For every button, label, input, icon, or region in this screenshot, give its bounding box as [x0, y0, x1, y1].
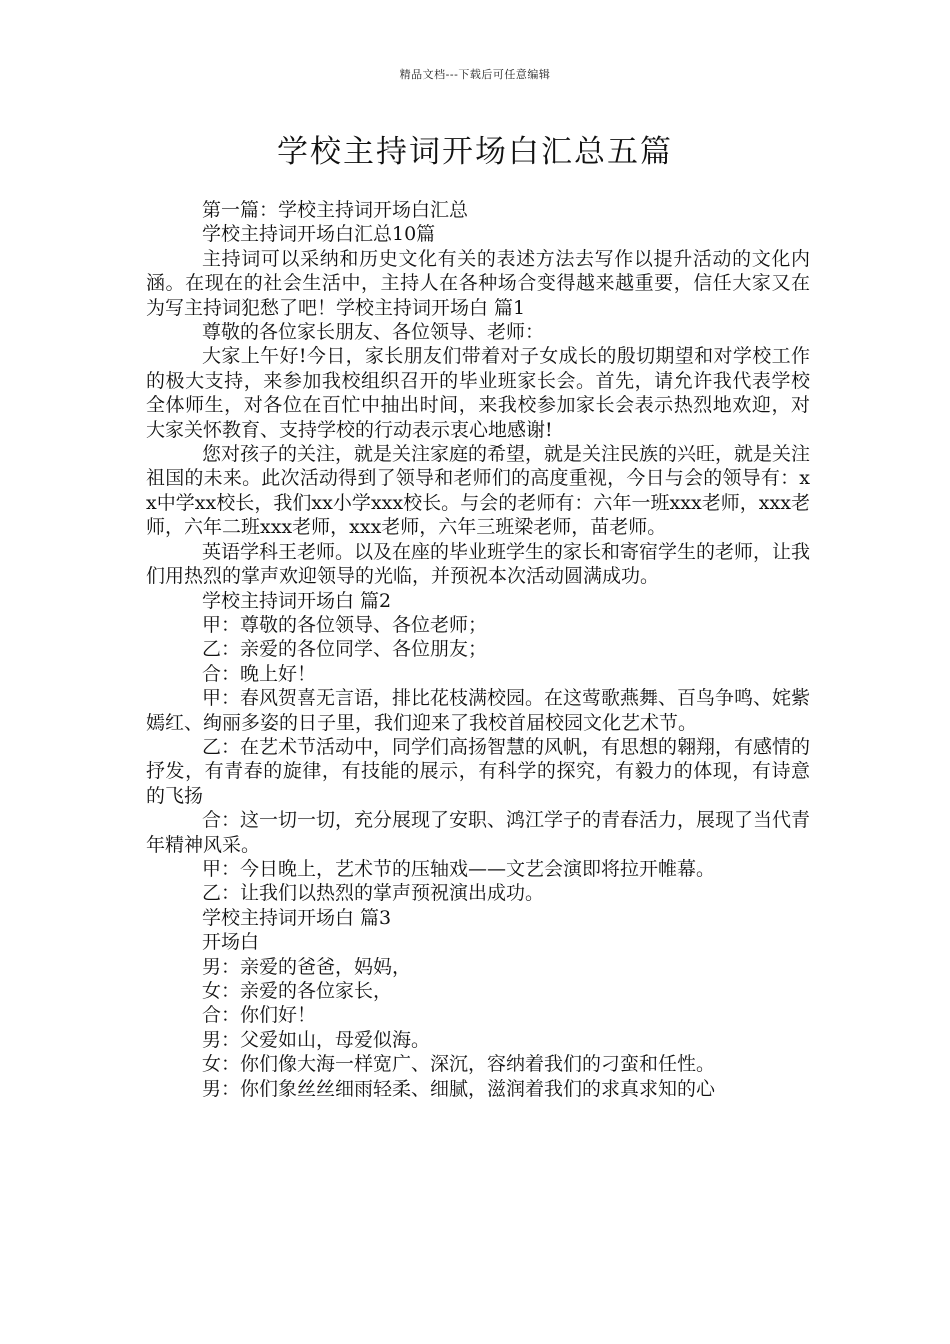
paragraph: 甲：尊敬的各位领导、各位老师；: [202, 613, 488, 636]
paragraph: 男：亲爱的爸爸，妈妈，: [202, 955, 412, 978]
page-header: 精品文档---下载后可任意编辑: [399, 68, 551, 81]
paragraph: 乙：让我们以热烈的掌声预祝演出成功。: [202, 882, 545, 905]
paragraph: 合：晚上好！: [202, 662, 317, 685]
document-title: 学校主持词开场白汇总五篇: [277, 134, 673, 170]
paragraph: 男：父爱如山，母爱似海。: [202, 1028, 431, 1051]
paragraph: 您对孩子的关注，就是关注家庭的希望，就是关注民族的兴旺，就是关注祖国的未来。此次活动得到了领导和老师们的高度重视，今日与会的领导有：xx中学xx校长，我们xx小学xxx校长。与会的老师有：六年一班xxx老师，xxx老师，六年二班xxx老师，xxx老师，六年三班梁老师，苗老师。: [146, 443, 811, 539]
paragraph: 合：这一切一切，充分展现了安职、鸿江学子的青春活力，展现了当代青年精神风采。: [146, 809, 811, 856]
paragraph: 第一篇：学校主持词开场白汇总: [202, 199, 469, 221]
paragraph: 乙：在艺术节活动中，同学们高扬智慧的风帆，有思想的翱翔，有感情的抒发，有青春的旋律，有技能的展示，有科学的探究，有毅力的体现，有诗意的飞扬: [146, 735, 811, 807]
paragraph: 学校主持词开场白 篇3: [202, 906, 392, 929]
paragraph: 女：你们像大海一样宽广、深沉，容纳着我们的刁蛮和任性。: [202, 1053, 716, 1076]
paragraph: 甲：今日晚上，艺术节的压轴戏——文艺会演即将拉开帷幕。: [202, 857, 716, 880]
paragraph: 学校主持词开场白汇总10篇: [202, 223, 436, 246]
document-body: [146, 198, 810, 1101]
paragraph: 甲：春风贺喜无言语，排比花枝满校园。在这莺歌燕舞、百鸟争鸣、姹紫嫣红、绚丽多姿的日子里，我们迎来了我校首届校园文化艺术节。: [146, 687, 811, 734]
paragraph: 女：亲爱的各位家长，: [202, 980, 393, 1002]
paragraph: 开场白: [202, 931, 260, 954]
paragraph: 乙：亲爱的各位同学、各位朋友；: [202, 638, 488, 661]
paragraph: 大家上午好!今日，家长朋友们带着对子女成长的殷切期望和对学校工作的极大支持，来参加我校组织召开的毕业班家长会。首先，请允许我代表学校全体师生，对各位在百忙中抽出时间，来我校参加家长会表示热烈地欢迎，对大家关怀教育、支持学校的行动表示衷心地感谢!: [146, 345, 810, 441]
paragraph: 男：你们象丝丝细雨轻柔、细腻，滋润着我们的求真求知的心: [202, 1077, 716, 1100]
paragraph: 主持词可以采纳和历史文化有关的表述方法去写作以提升活动的文化内涵。在现在的社会生活中，主持人在各种场合变得越来越重要，信任大家又在为写主持词犯愁了吧！学校主持词开场白 篇1: [146, 247, 810, 319]
paragraph: 英语学科王老师。以及在座的毕业班学生的家长和寄宿学生的老师，让我们用热烈的掌声欢迎领导的光临，并预祝本次活动圆满成功。: [146, 540, 811, 588]
paragraph: 合：你们好！: [202, 1004, 317, 1027]
paragraph: 尊敬的各位家长朋友、各位领导、老师：: [202, 321, 545, 344]
paragraph: 学校主持词开场白 篇2: [202, 589, 392, 612]
